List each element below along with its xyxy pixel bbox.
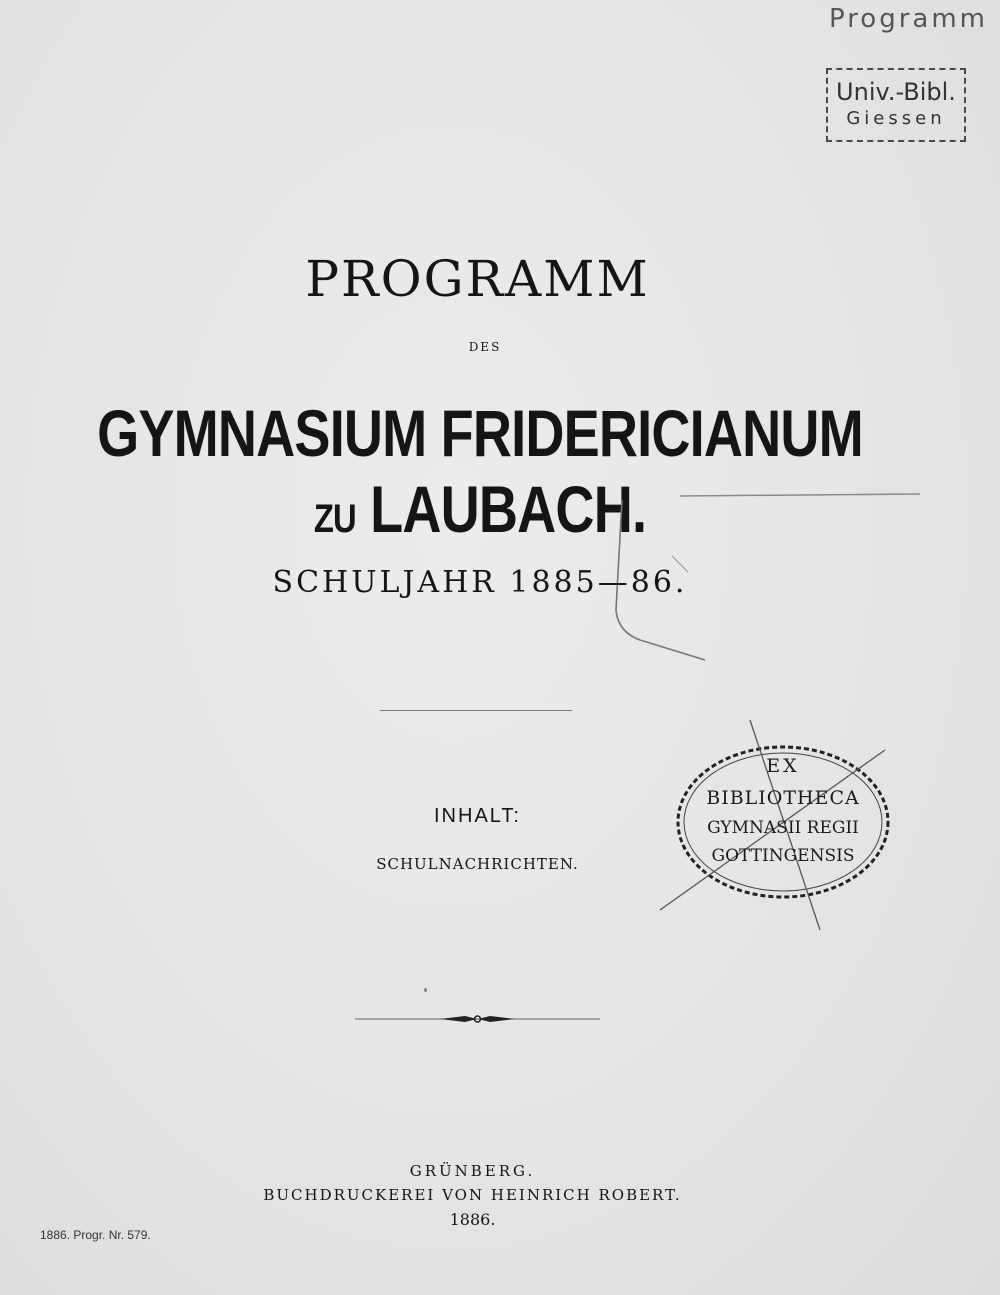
imprint-year: 1886. <box>449 1210 496 1229</box>
library-stamp-line1: Univ.-Bibl. <box>836 78 956 106</box>
imprint-city: GRÜNBERG. <box>409 1162 536 1180</box>
ornament-divider <box>355 1010 600 1030</box>
program-number-note: 1886. Progr. Nr. 579. <box>40 1228 151 1242</box>
school-name-place: LAUBACH. <box>370 472 647 546</box>
stamp-line-gottingensis: GOTTINGENSIS <box>711 846 855 866</box>
corner-label: Programm <box>828 4 988 34</box>
title-des: DES <box>468 340 502 354</box>
stamp-line-bibliotheca: BIBLIOTHECA <box>706 787 860 809</box>
stamp-line-ex: EX <box>766 755 800 777</box>
imprint-printer: BUCHDRUCKEREI VON HEINRICH ROBERT. <box>263 1186 682 1204</box>
school-name-main: GYMNASIUM FRIDERICIANUM <box>97 396 863 470</box>
divider-rule <box>380 710 572 711</box>
stamp-line-gymnasii: GYMNASII REGII <box>707 818 859 838</box>
library-stamp-line2: Giessen <box>846 108 946 129</box>
contents-heading: INHALT: <box>434 805 521 827</box>
ink-speck <box>424 988 427 992</box>
school-name-zu: ZU <box>313 497 356 541</box>
contents-item: SCHULNACHRICHTEN. <box>376 855 579 873</box>
document-title: PROGRAMM <box>305 250 650 308</box>
school-year: SCHULJAHR 1885—86. <box>272 565 688 600</box>
ex-libris-stamp <box>650 720 910 940</box>
